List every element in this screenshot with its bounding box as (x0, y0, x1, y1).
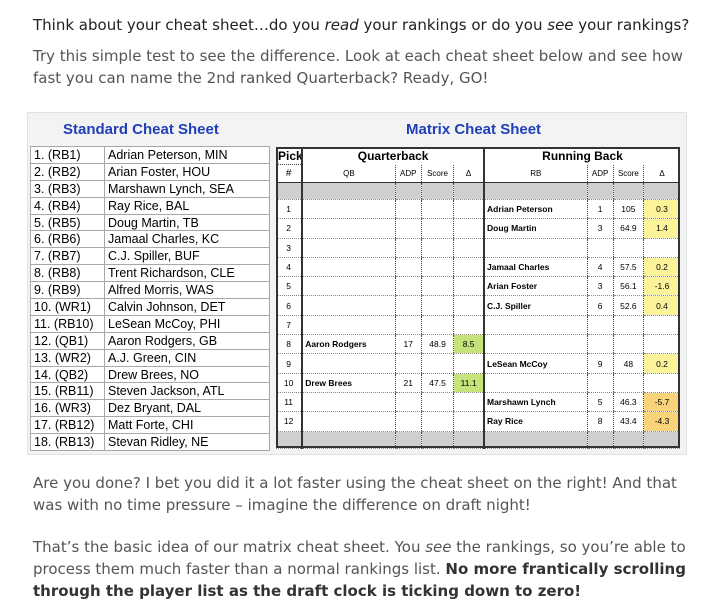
qb-name-cell (302, 277, 395, 296)
standard-player-cell: Alfred Morris, WAS (105, 282, 270, 299)
standard-rank-cell: 12. (QB1) (31, 332, 105, 349)
rb-adp-cell: 9 (587, 354, 613, 373)
standard-player-cell: Arian Foster, HOU (105, 163, 270, 180)
standard-player-cell: C.J. Spiller, BUF (105, 248, 270, 265)
matrix-row (276, 412, 680, 431)
qb-name-cell (302, 392, 395, 411)
closing-text: the rankings, so you’re able to process them much faster than a normal rankings list. (33, 538, 686, 578)
matrix-row (276, 238, 680, 257)
closing-paragraph (33, 536, 698, 602)
qb-name-cell (302, 238, 395, 257)
qb-adp-cell (395, 219, 421, 238)
rb-delta-cell: 1.4 (644, 219, 680, 238)
standard-row (31, 315, 270, 332)
pick-cell: 10 (276, 373, 302, 392)
qb-delta-cell (454, 296, 484, 315)
qb-score-cell (421, 315, 453, 334)
qb-score-cell (421, 238, 453, 257)
qb-score-cell (421, 412, 453, 431)
pick-cell: 9 (276, 354, 302, 373)
rb-score-cell (613, 238, 643, 257)
rb-adp-cell (587, 315, 613, 334)
matrix-cheat-sheet-title: Matrix Cheat Sheet (406, 121, 542, 138)
rb-name-cell: LeSean McCoy (484, 354, 587, 373)
rb-score-cell: 105 (613, 200, 643, 219)
qb-adp-cell (395, 277, 421, 296)
qb-delta-cell (454, 412, 484, 431)
qb-name-cell: Aaron Rodgers (302, 335, 395, 354)
standard-row (31, 147, 270, 164)
standard-player-cell: LeSean McCoy, PHI (105, 315, 270, 332)
standard-rank-cell: 18. (RB13) (31, 434, 105, 451)
pick-cell: 11 (276, 392, 302, 411)
qb-score-cell (421, 257, 453, 276)
rb-delta-cell: -4.3 (644, 412, 680, 431)
standard-player-cell: Matt Forte, CHI (105, 417, 270, 434)
qb-name-cell (302, 296, 395, 315)
rb-delta-cell: -5.7 (644, 392, 680, 411)
pick-cell: 8 (276, 335, 302, 354)
rb-delta-cell (644, 238, 680, 257)
rb-name-cell (484, 373, 587, 392)
quarterback-group-header: Quarterback (302, 147, 484, 165)
standard-row (31, 231, 270, 248)
standard-player-cell: Steven Jackson, ATL (105, 383, 270, 400)
standard-row (31, 214, 270, 231)
qb-score-cell (421, 392, 453, 411)
rb-delta-cell (644, 335, 680, 354)
rb-score-cell (613, 335, 643, 354)
qb-delta-cell (454, 219, 484, 238)
standard-player-cell: Marshawn Lynch, SEA (105, 180, 270, 197)
qb-delta-cell: 11.1 (454, 373, 484, 392)
pick-number-header: # (276, 165, 302, 183)
rb-name-cell: Doug Martin (484, 219, 587, 238)
standard-row (31, 332, 270, 349)
qb-score-header: Score (421, 165, 453, 183)
standard-player-cell: Trent Richardson, CLE (105, 265, 270, 282)
standard-rank-cell: 6. (RB6) (31, 231, 105, 248)
matrix-spacer-row (276, 431, 680, 448)
cheat-sheet-comparison-image (27, 112, 687, 455)
qb-delta-cell: 8.5 (454, 335, 484, 354)
rb-name-cell: Adrian Peterson (484, 200, 587, 219)
rb-name-cell (484, 238, 587, 257)
qb-name-cell (302, 257, 395, 276)
intro-text: your rankings? (573, 16, 690, 34)
standard-row (31, 163, 270, 180)
qb-score-cell (421, 277, 453, 296)
standard-rank-cell: 17. (RB12) (31, 417, 105, 434)
qb-name-cell (302, 354, 395, 373)
matrix-row (276, 354, 680, 373)
rb-score-header: Score (613, 165, 643, 183)
standard-rank-cell: 9. (RB9) (31, 282, 105, 299)
matrix-row (276, 277, 680, 296)
standard-rank-cell: 10. (WR1) (31, 299, 105, 316)
rb-score-cell: 56.1 (613, 277, 643, 296)
matrix-row (276, 392, 680, 411)
standard-player-cell: A.J. Green, CIN (105, 349, 270, 366)
rb-score-cell: 48 (613, 354, 643, 373)
matrix-row (276, 257, 680, 276)
standard-player-cell: Aaron Rodgers, GB (105, 332, 270, 349)
closing-emphasis-see: see (425, 538, 452, 556)
qb-name-cell: Drew Brees (302, 373, 395, 392)
rb-adp-cell (587, 335, 613, 354)
rb-delta-cell (644, 373, 680, 392)
standard-row (31, 383, 270, 400)
rb-delta-cell: 0.4 (644, 296, 680, 315)
qb-delta-header: Δ (454, 165, 484, 183)
standard-player-cell: Dez Bryant, DAL (105, 400, 270, 417)
qb-adp-cell: 21 (395, 373, 421, 392)
rb-name-cell: Arian Foster (484, 277, 587, 296)
pick-header: Pick (278, 148, 303, 163)
standard-rank-cell: 4. (RB4) (31, 197, 105, 214)
rb-adp-cell (587, 238, 613, 257)
matrix-row (276, 373, 680, 392)
qb-adp-header: ADP (395, 165, 421, 183)
rb-score-cell: 43.4 (613, 412, 643, 431)
rb-adp-cell: 6 (587, 296, 613, 315)
qb-delta-cell (454, 257, 484, 276)
qb-score-cell (421, 200, 453, 219)
pick-cell: 6 (276, 296, 302, 315)
intro-paragraph (33, 14, 698, 36)
standard-rank-cell: 8. (RB8) (31, 265, 105, 282)
closing-strong-text: No more frantically scrolling through the player list as the draft clock is ticking down to zero! (33, 560, 686, 600)
standard-rank-cell: 11. (RB10) (31, 315, 105, 332)
qb-adp-cell (395, 257, 421, 276)
rb-delta-header: Δ (644, 165, 680, 183)
qb-delta-cell (454, 238, 484, 257)
standard-row (31, 299, 270, 316)
matrix-row (276, 200, 680, 219)
pick-cell: 7 (276, 315, 302, 334)
matrix-row (276, 296, 680, 315)
rb-adp-header: ADP (587, 165, 613, 183)
standard-row (31, 265, 270, 282)
standard-row (31, 282, 270, 299)
standard-rank-cell: 7. (RB7) (31, 248, 105, 265)
qb-adp-cell (395, 392, 421, 411)
rb-name-cell: Ray Rice (484, 412, 587, 431)
standard-cheat-sheet-table (30, 146, 270, 451)
qb-adp-cell (395, 315, 421, 334)
intro-text: Think about your cheat sheet…do you (33, 16, 325, 34)
matrix-cheat-sheet-table (276, 147, 680, 449)
standard-rank-cell: 3. (RB3) (31, 180, 105, 197)
standard-row (31, 248, 270, 265)
qb-score-cell (421, 296, 453, 315)
qb-name-cell (302, 412, 395, 431)
pick-cell: 2 (276, 219, 302, 238)
rb-adp-cell (587, 373, 613, 392)
intro-emphasis-see: see (547, 16, 574, 34)
pick-cell: 4 (276, 257, 302, 276)
running-back-group-header: Running Back (484, 147, 680, 165)
qb-delta-cell (454, 315, 484, 334)
rb-column-header: RB (484, 165, 587, 183)
qb-adp-cell (395, 296, 421, 315)
rb-score-cell: 52.6 (613, 296, 643, 315)
qb-score-cell: 48.9 (421, 335, 453, 354)
qb-adp-cell (395, 354, 421, 373)
standard-cheat-sheet-title: Standard Cheat Sheet (63, 121, 219, 138)
standard-row (31, 349, 270, 366)
standard-rank-cell: 2. (RB2) (31, 163, 105, 180)
rb-adp-cell: 5 (587, 392, 613, 411)
qb-name-cell (302, 315, 395, 334)
standard-row (31, 400, 270, 417)
qb-delta-cell (454, 200, 484, 219)
pick-cell: 1 (276, 200, 302, 219)
rb-name-cell: Marshawn Lynch (484, 392, 587, 411)
standard-player-cell: Ray Rice, BAL (105, 197, 270, 214)
qb-score-cell: 47.5 (421, 373, 453, 392)
intro-emphasis-read: read (324, 16, 359, 34)
rb-name-cell (484, 335, 587, 354)
rb-delta-cell: 0.2 (644, 354, 680, 373)
qb-adp-cell: 17 (395, 335, 421, 354)
standard-rank-cell: 16. (WR3) (31, 400, 105, 417)
standard-player-cell: Doug Martin, TB (105, 214, 270, 231)
outro-paragraph: Are you done? I bet you did it a lot faster using the cheat sheet on the right! And that was with no time pressure – imagine the difference on draft night! (33, 474, 677, 514)
standard-rank-cell: 5. (RB5) (31, 214, 105, 231)
qb-name-cell (302, 219, 395, 238)
matrix-row (276, 219, 680, 238)
pick-cell: 5 (276, 277, 302, 296)
standard-rank-cell: 14. (QB2) (31, 366, 105, 383)
qb-column-header: QB (302, 165, 395, 183)
standard-rank-cell: 15. (RB11) (31, 383, 105, 400)
rb-delta-cell (644, 315, 680, 334)
rb-adp-cell: 3 (587, 277, 613, 296)
qb-delta-cell (454, 277, 484, 296)
rb-adp-cell: 8 (587, 412, 613, 431)
qb-score-cell (421, 354, 453, 373)
qb-name-cell (302, 200, 395, 219)
standard-player-cell: Calvin Johnson, DET (105, 299, 270, 316)
standard-row (31, 434, 270, 451)
intro-text: your rankings or do you (358, 16, 548, 34)
standard-row (31, 366, 270, 383)
rb-score-cell (613, 315, 643, 334)
instructions-paragraph: Try this simple test to see the difference. Look at each cheat sheet below and see how fast you can name the 2nd ranked Quarterback? Ready, GO! (33, 47, 683, 87)
closing-text: That’s the basic idea of our matrix cheat sheet. You (33, 538, 426, 556)
standard-row (31, 197, 270, 214)
standard-player-cell: Jamaal Charles, KC (105, 231, 270, 248)
qb-adp-cell (395, 200, 421, 219)
qb-adp-cell (395, 412, 421, 431)
rb-score-cell: 64.9 (613, 219, 643, 238)
rb-adp-cell: 3 (587, 219, 613, 238)
rb-delta-cell: 0.2 (644, 257, 680, 276)
standard-row (31, 180, 270, 197)
rb-delta-cell: 0.3 (644, 200, 680, 219)
rb-name-cell: Jamaal Charles (484, 257, 587, 276)
qb-delta-cell (454, 392, 484, 411)
rb-name-cell (484, 315, 587, 334)
standard-rank-cell: 1. (RB1) (31, 147, 105, 164)
rb-adp-cell: 1 (587, 200, 613, 219)
rb-score-cell: 57.5 (613, 257, 643, 276)
rb-score-cell (613, 373, 643, 392)
standard-row (31, 417, 270, 434)
rb-adp-cell: 4 (587, 257, 613, 276)
standard-rank-cell: 13. (WR2) (31, 349, 105, 366)
matrix-row (276, 315, 680, 334)
matrix-spacer-row (276, 183, 680, 200)
rb-delta-cell: -1.6 (644, 277, 680, 296)
pick-cell: 12 (276, 412, 302, 431)
qb-score-cell (421, 219, 453, 238)
pick-cell: 3 (276, 238, 302, 257)
rb-score-cell: 46.3 (613, 392, 643, 411)
qb-delta-cell (454, 354, 484, 373)
matrix-row (276, 335, 680, 354)
standard-player-cell: Stevan Ridley, NE (105, 434, 270, 451)
standard-player-cell: Drew Brees, NO (105, 366, 270, 383)
qb-adp-cell (395, 238, 421, 257)
rb-name-cell: C.J. Spiller (484, 296, 587, 315)
standard-player-cell: Adrian Peterson, MIN (105, 147, 270, 164)
